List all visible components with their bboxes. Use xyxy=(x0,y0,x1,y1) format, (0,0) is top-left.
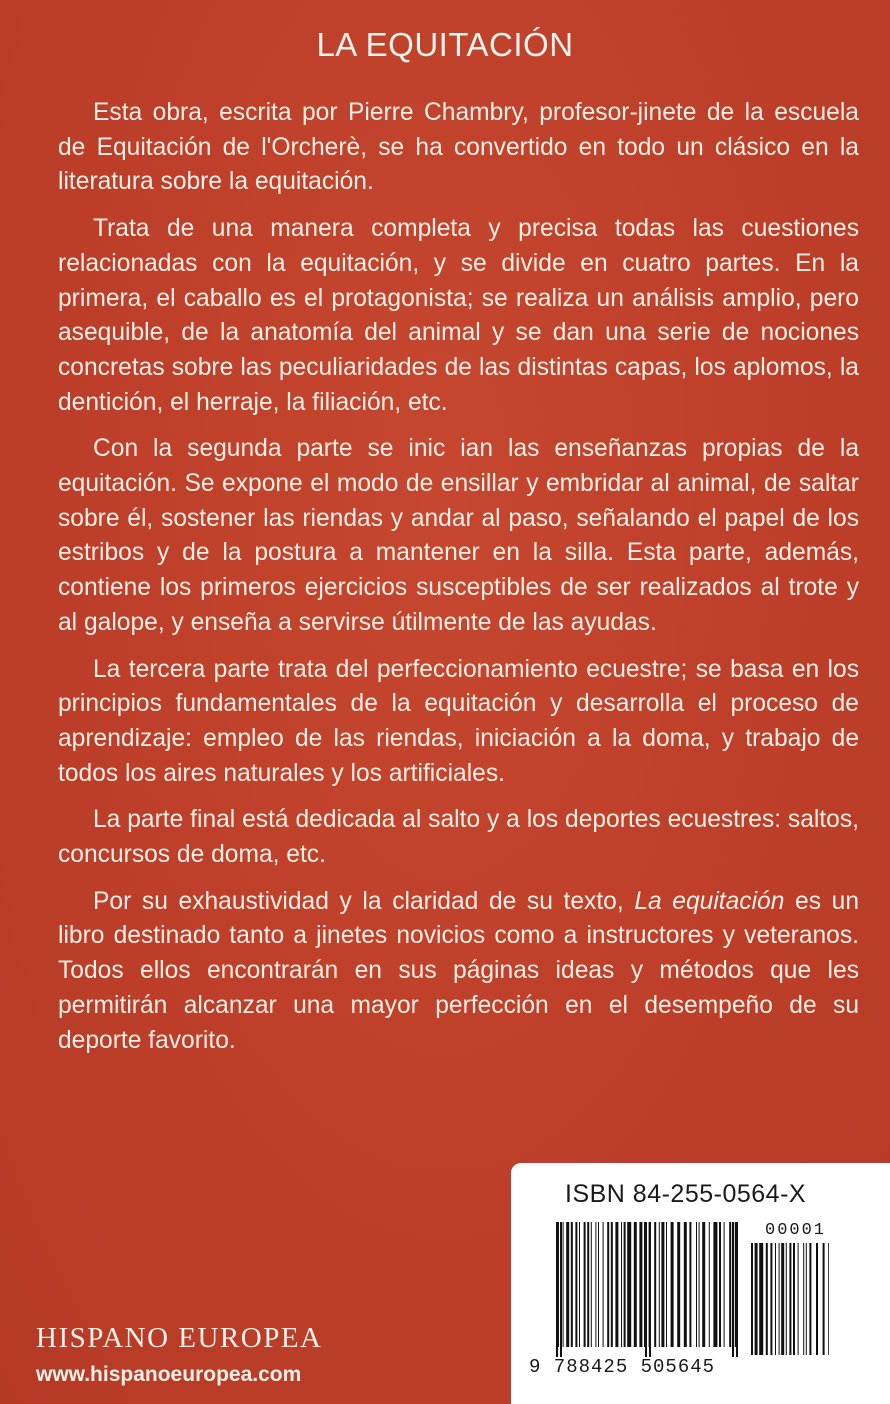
barcode-bar xyxy=(803,1243,804,1355)
barcode-bar xyxy=(563,1222,564,1347)
barcode-addon xyxy=(751,1243,831,1355)
barcode-bar xyxy=(584,1222,586,1347)
synopsis-paragraph-4: La tercera parte trata del perfeccionamiento ecuestre; se basa en los principios fundamentales de la equitación y desarrolla el proceso de aprendizaje: empleo de las riendas, iniciación a la doma, y trabajo de todos los aires naturales y los artificiales. xyxy=(58,655,859,787)
barcode-bar xyxy=(786,1243,787,1355)
barcode-bar xyxy=(566,1222,569,1347)
barcode-bar xyxy=(779,1243,780,1355)
publisher-website: www.hispanoeuropea.com xyxy=(36,1363,302,1386)
barcode-bar xyxy=(595,1222,596,1347)
barcode-bar xyxy=(699,1222,700,1347)
isbn-box xyxy=(511,1163,890,1404)
barcode-bar xyxy=(713,1222,717,1347)
barcode-guard-bar xyxy=(556,1222,558,1357)
barcode-bar xyxy=(816,1243,818,1355)
barcode-bar xyxy=(793,1243,795,1355)
barcode-bar xyxy=(591,1222,592,1347)
barcode-guard-bar xyxy=(560,1222,562,1357)
barcode-guard-bar xyxy=(649,1222,651,1357)
barcode-bar xyxy=(661,1222,664,1347)
synopsis-paragraph-2: Trata de una manera completa y precisa todas las cuestiones relacionadas con la equitación, y se divide en cuatro partes. En la primera, el caballo es el protagonista; se realiza un análisis amplio, pero asequible, de la anatomía del animal y se dan una serie de nociones concretas sobre las peculiaridades de las distintas capas, los aplomos, la dentición, el herraje, la filiación, etc. xyxy=(58,215,859,416)
barcode-bar xyxy=(654,1222,656,1347)
publisher-name: HISPANO EUROPEA xyxy=(36,1322,323,1354)
barcode-bar xyxy=(696,1222,697,1347)
barcode-bar xyxy=(775,1243,776,1355)
barcode-bar xyxy=(719,1222,721,1347)
barcode-bar xyxy=(770,1243,772,1355)
barcode-bar xyxy=(735,1222,736,1347)
barcode-bar xyxy=(798,1243,799,1355)
barcode-bar xyxy=(666,1222,667,1347)
synopsis-paragraph-6 xyxy=(58,885,859,1059)
barcode-bar xyxy=(729,1222,731,1347)
barcode-bar xyxy=(806,1243,807,1355)
barcode-bar xyxy=(634,1222,637,1347)
barcode-bar xyxy=(607,1222,609,1347)
barcode-bar xyxy=(621,1222,622,1347)
barcode-bar xyxy=(781,1243,784,1355)
barcode-bar xyxy=(575,1222,577,1347)
barcode-bar xyxy=(603,1222,604,1347)
barcode-bar xyxy=(766,1243,768,1355)
barcode-bar xyxy=(759,1243,763,1355)
barcode-digits: 9 788425 505645 xyxy=(529,1356,716,1378)
barcode-bar xyxy=(724,1222,725,1347)
barcode-bar xyxy=(789,1243,791,1355)
barcode-bar xyxy=(677,1222,680,1347)
barcode-addon-digits: 00001 xyxy=(765,1221,827,1240)
synopsis xyxy=(58,96,859,1070)
barcode-bar xyxy=(587,1222,589,1347)
synopsis-paragraph-1: Esta obra, escrita por Pierre Chambry, profesor-jinete de la escuela de Equitación de l'Orcherè, se ha convertido en todo un clásico en la literatura sobre la equitación. xyxy=(58,99,859,196)
barcode-bar xyxy=(689,1222,691,1347)
barcode-bar xyxy=(615,1222,618,1347)
barcode-bar xyxy=(639,1222,642,1347)
barcode-guard-bar xyxy=(645,1222,647,1357)
barcode-bar xyxy=(751,1243,753,1355)
barcode-bar xyxy=(571,1222,573,1347)
paragraph-text-after: es un libro destinado tanto a jinetes novicios como a instructores y veteranos. Todos ellos encontrarán en sus páginas ideas y métodos que les permitirán alcanzar una mayor perfección en el desempeño de su deporte favorito. xyxy=(58,887,859,1054)
barcode-guard-bar xyxy=(732,1222,734,1357)
barcode-guard-bar xyxy=(736,1222,738,1357)
barcode-bar xyxy=(684,1222,687,1347)
barcode-bar xyxy=(823,1243,825,1355)
barcode-bar xyxy=(709,1222,710,1347)
barcode-bar xyxy=(809,1243,811,1355)
barcode-bar xyxy=(611,1222,613,1347)
barcode-bar xyxy=(598,1222,599,1347)
book-title: LA EQUITACIÓN xyxy=(316,26,574,63)
barcode-bar xyxy=(624,1222,626,1347)
barcode-bar xyxy=(671,1222,674,1347)
barcode-bar xyxy=(755,1243,758,1355)
isbn-label: ISBN 84-255-0564-X xyxy=(565,1180,807,1208)
synopsis-paragraph-3: Con la segunda parte se inic ian las enseñanzas propias de la equitación. Se expone el modo de ensillar y embridar al animal, de saltar sobre él, sostener las riendas y andar al paso, señalando el papel de los estribos y de la postura a mantener en la silla. Esta parte, además, contiene los primeros ejercicios susceptibles de ser realizados al trote y al galope, y enseña a servirse útilmente de las ayudas. xyxy=(58,435,859,636)
barcode-bar xyxy=(659,1222,660,1347)
synopsis-paragraph-5: La parte final está dedicada al salto y a los deportes ecuestres: saltos, concursos de doma, etc. xyxy=(58,806,859,869)
book-title-emphasis: La equitación xyxy=(634,887,785,915)
barcode-bar xyxy=(627,1222,631,1347)
barcode-bar xyxy=(702,1222,705,1347)
barcode xyxy=(556,1222,741,1357)
paragraph-text-before: Por su exhaustividad y la claridad de su texto, xyxy=(93,887,635,915)
barcode-bar xyxy=(828,1243,829,1355)
barcode-bar xyxy=(579,1222,580,1347)
